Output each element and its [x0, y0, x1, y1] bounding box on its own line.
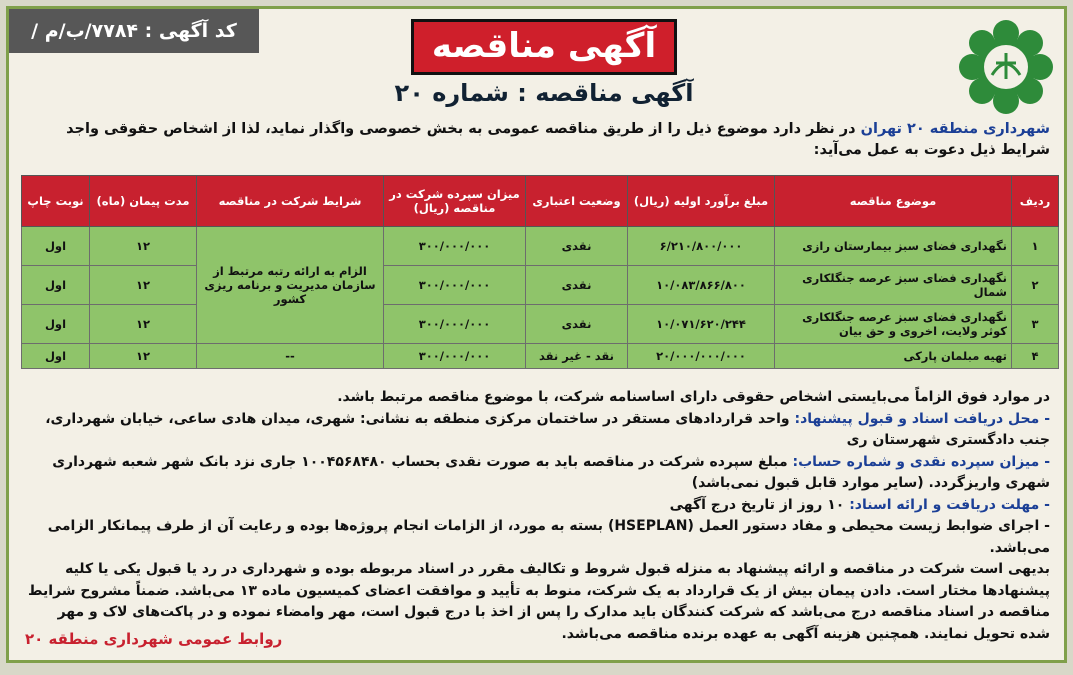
participation-condition: --	[197, 344, 384, 369]
row-number: ۳	[1012, 305, 1059, 344]
deadline-label: - مهلت دریافت و ارائه اسناد:	[849, 496, 1050, 513]
table-header-row	[22, 176, 1059, 227]
deposit-info-text: مبلغ سپرده شرکت در مناقصه باید به صورت نقدی بحساب ۱۰۰۴۵۶۸۴۸۰ جاری نزد بانک شهر شعبه شهرداری شهری واریزگردد. (سایر موارد قابل قبول نمی‌باشد)	[52, 453, 1050, 491]
estimate-amount: ۱۰/۰۷۱/۶۲۰/۲۴۴	[628, 305, 775, 344]
intro-text: در نظر دارد موضوع ذیل را از طریق مناقصه عمومی به بخش خصوصی واگذار نماید، لذا از اشخاص حقوقی واجد شرایط ذیل دعوت به عمل می‌آید:	[66, 121, 1050, 158]
print-round: اول	[22, 227, 90, 266]
table-row	[22, 266, 1059, 305]
contract-duration: ۱۲	[90, 305, 197, 344]
col-header-estimate: مبلغ برآورد اولیه (ریال)	[628, 176, 775, 227]
col-header-print-round: نوبت چاپ	[22, 176, 90, 227]
notice-subtitle: آگهی مناقصه : شماره ۲۰	[394, 79, 694, 107]
submission-location-text: واحد قراردادهای مستقر در ساختمان مرکزی منطقه به نشانی: شهری، میدان هادی ساعی، خیابان شهرداری، جنب دادگستری شهرستان ری	[45, 410, 1050, 448]
submission-location	[23, 409, 1050, 452]
signature: روابط عمومی شهرداری منطقه ۲۰	[25, 630, 283, 648]
estimate-amount: ۶/۲۱۰/۸۰۰/۰۰۰	[628, 227, 775, 266]
contract-duration: ۱۲	[90, 344, 197, 369]
row-number: ۱	[1012, 227, 1059, 266]
deadline-info	[23, 495, 1050, 517]
tender-subject: نگهداری فضای سبز بیمارستان رازی	[775, 227, 1012, 266]
print-round: اول	[22, 266, 90, 305]
contract-duration: ۱۲	[90, 266, 197, 305]
deposit-amount: ۳۰۰/۰۰۰/۰۰۰	[384, 266, 526, 305]
col-header-conditions: شرایط شرکت در مناقصه	[197, 176, 384, 227]
col-header-row-number: ردیف	[1012, 176, 1059, 227]
municipality-logo-icon	[956, 17, 1056, 117]
col-header-subject: موضوع مناقصه	[775, 176, 1012, 227]
deadline-text: ۱۰ روز از تاریخ درج آگهی	[669, 496, 850, 513]
credit-status: نقدی	[526, 305, 628, 344]
row-number: ۴	[1012, 344, 1059, 369]
row-number: ۲	[1012, 266, 1059, 305]
tender-subject: تهیه مبلمان پارکی	[775, 344, 1012, 369]
hse-paragraph: - اجرای ضوابط زیست محیطی و مفاد دستور العمل (HSEPLAN) بسته به مورد، از الزامات انجام پروژه‌ها بوده و رعایت آن از طرف پیمانکار الزامی می‌باشد.	[47, 518, 1050, 556]
estimate-amount: ۱۰/۰۸۳/۸۶۶/۸۰۰	[628, 266, 775, 305]
contract-duration: ۱۲	[90, 227, 197, 266]
col-header-credit: وضعیت اعتباری	[526, 176, 628, 227]
credit-status: نقد - غیر نقد	[526, 344, 628, 369]
credit-status: نقدی	[526, 227, 628, 266]
tender-table	[21, 175, 1059, 369]
deposit-amount: ۳۰۰/۰۰۰/۰۰۰	[384, 227, 526, 266]
deposit-info	[23, 452, 1050, 495]
print-round: اول	[22, 344, 90, 369]
estimate-amount: ۲۰/۰۰۰/۰۰۰/۰۰۰	[628, 344, 775, 369]
table-row	[22, 227, 1059, 266]
submission-location-label: - محل دریافت اسناد و قبول پیشنهاد:	[794, 410, 1050, 427]
tender-subject: نگهداری فضای سبز عرصه جنگلکاری شمال	[775, 266, 1012, 305]
intro-paragraph	[19, 119, 1050, 161]
deposit-info-label: - میزان سپرده نقدی و شماره حساب:	[792, 453, 1050, 470]
tender-notice	[6, 6, 1067, 663]
table-row	[22, 344, 1059, 369]
print-round: اول	[22, 305, 90, 344]
col-header-deposit: میزان سپرده شرکت در مناقصه (ریال)	[384, 176, 526, 227]
tender-subject: نگهداری فضای سبز عرصه جنگلکاری کوثر ولایت، اخروی و حق بیان	[775, 305, 1012, 344]
ad-code-label: کد آگهی : ۷۷۸۴/ب/م /	[9, 9, 259, 53]
requirement-paragraph: در موارد فوق الزاماً می‌بایستی اشخاص حقوقی دارای اساسنامه شرکت، با موضوع مناقصه مرتبط باشد.	[337, 389, 1050, 405]
organization-name: شهرداری منطقه ۲۰ تهران	[860, 121, 1050, 137]
participation-condition: الزام به ارائه رتبه مرتبط از سازمان مدیریت و برنامه ریزی کشور	[197, 227, 384, 344]
deposit-amount: ۳۰۰/۰۰۰/۰۰۰	[384, 305, 526, 344]
terms-paragraph: بدیهی است شرکت در مناقصه و ارائه پیشنهاد به منزله قبول شروط و تکالیف مقرر در اسناد مربوطه بوده و شهرداری در رد یا قبول یکی یا کلیه پیشنهادها مختار است. دادن پیمان بیش از یک قرارداد به یک شرکت، منوط به تأیید و موافقت اعضای کمیسیون ماده ۱۳ می‌باشد. ضمناً مشروح شرایط مناقصه در اسناد مناقصه درج می‌باشد که شرکت کنندگان باید مدارک را پس از اخذ با درج قبول است، مهر وامضاء نموده و در پاکت‌های لاک و مهر شده تحویل نمایند. همچنین هزینه آگهی به عهده برنده مناقصه می‌باشد.	[28, 561, 1050, 642]
table-row	[22, 305, 1059, 344]
credit-status: نقدی	[526, 266, 628, 305]
banner-title: آگهی مناقصه	[411, 19, 677, 75]
col-header-duration: مدت پیمان (ماه)	[90, 176, 197, 227]
deposit-amount: ۳۰۰/۰۰۰/۰۰۰	[384, 344, 526, 369]
notice-body	[23, 387, 1050, 645]
